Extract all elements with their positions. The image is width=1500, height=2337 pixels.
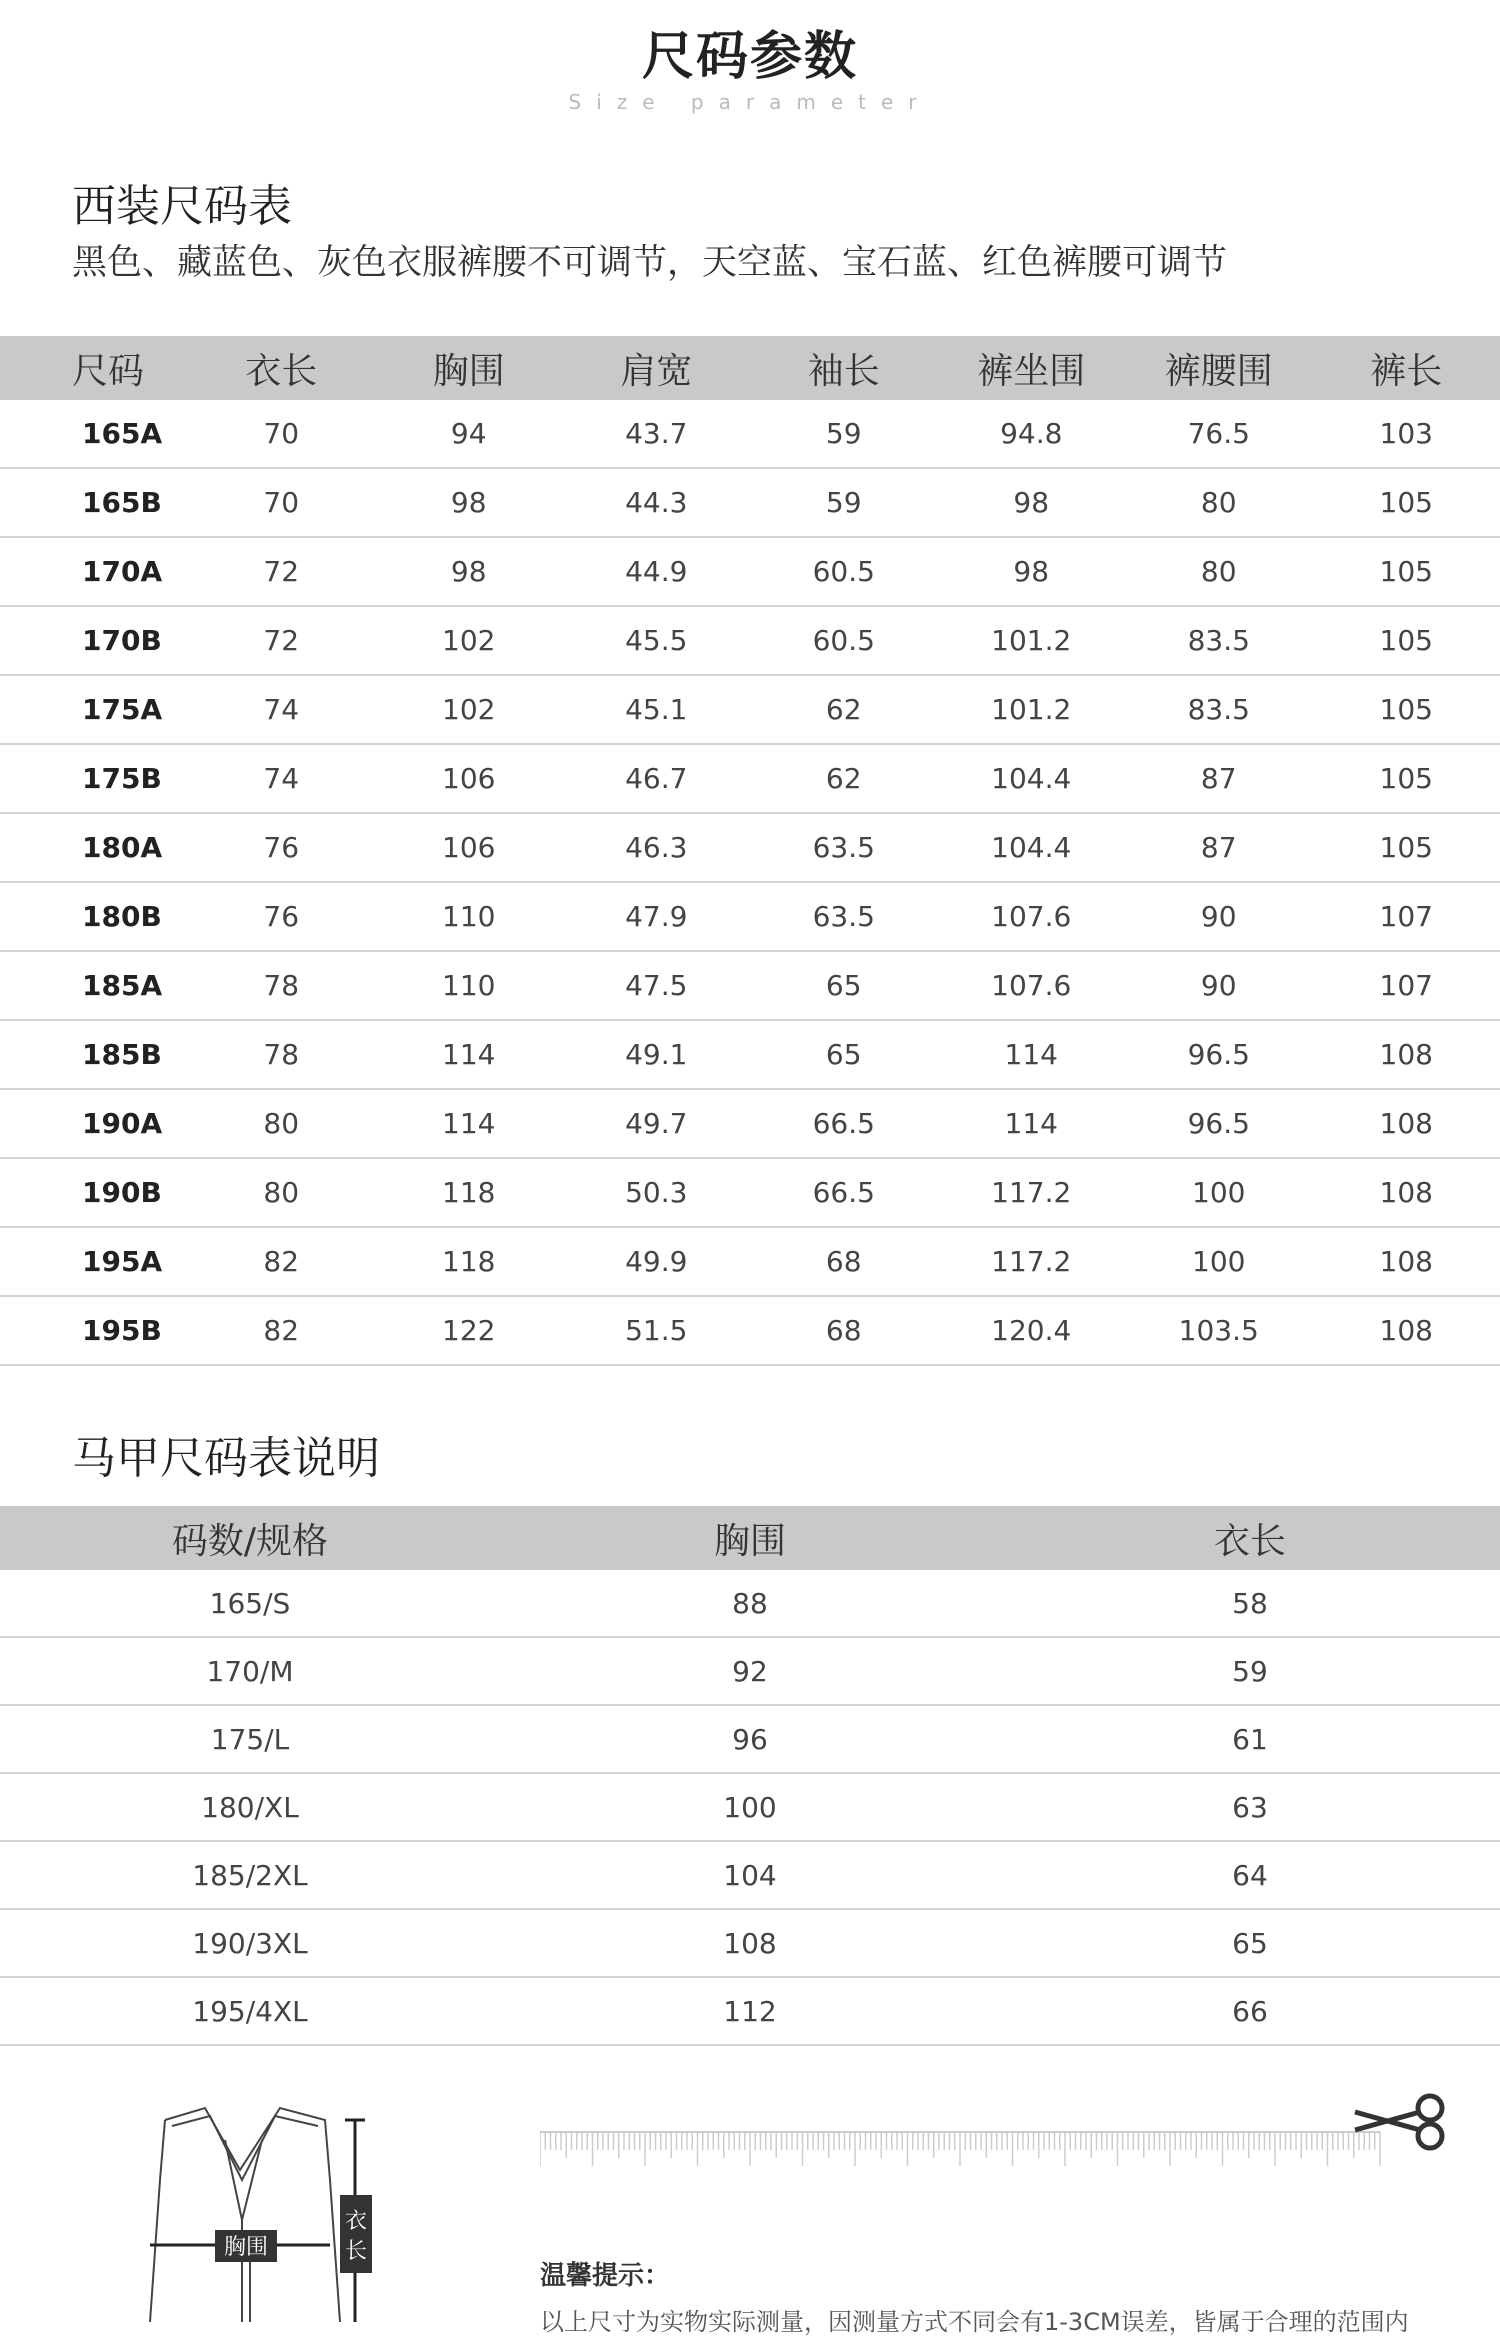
table-row — [0, 400, 1500, 468]
table-cell: 90 — [1125, 951, 1313, 1020]
table-cell: 68 — [750, 1296, 938, 1365]
table-cell: 49.9 — [563, 1227, 751, 1296]
table-cell: 108 — [1313, 1227, 1500, 1296]
table-cell: 170B — [0, 606, 188, 675]
table-cell: 190A — [0, 1089, 188, 1158]
length-label-char-1: 衣 — [345, 2209, 367, 2234]
table-cell: 92 — [500, 1637, 1000, 1705]
table-cell: 105 — [1313, 744, 1500, 813]
table-row — [0, 1227, 1500, 1296]
table-row — [0, 813, 1500, 882]
table-row — [0, 1841, 1500, 1909]
table-cell: 74 — [188, 744, 376, 813]
table-cell: 96 — [500, 1705, 1000, 1773]
table-cell: 105 — [1313, 537, 1500, 606]
table-cell: 72 — [188, 606, 376, 675]
table-cell: 66.5 — [750, 1158, 938, 1227]
table-cell: 185B — [0, 1020, 188, 1089]
table-row — [0, 468, 1500, 537]
table-cell: 114 — [375, 1020, 563, 1089]
table-cell: 195A — [0, 1227, 188, 1296]
column-header: 裤坐围 — [938, 336, 1126, 400]
table-cell: 105 — [1313, 468, 1500, 537]
table-cell: 102 — [375, 606, 563, 675]
table-cell: 104 — [500, 1841, 1000, 1909]
table-cell: 103.5 — [1125, 1296, 1313, 1365]
table-cell: 62 — [750, 744, 938, 813]
suit-table-body — [0, 400, 1500, 1365]
table-row — [0, 882, 1500, 951]
table-cell: 80 — [188, 1158, 376, 1227]
table-cell: 60.5 — [750, 606, 938, 675]
column-header: 袖长 — [750, 336, 938, 400]
table-cell: 107.6 — [938, 882, 1126, 951]
table-cell: 195B — [0, 1296, 188, 1365]
table-cell: 100 — [1125, 1158, 1313, 1227]
table-cell: 117.2 — [938, 1227, 1126, 1296]
table-cell: 78 — [188, 1020, 376, 1089]
table-cell: 175/L — [0, 1705, 500, 1773]
table-cell: 180/XL — [0, 1773, 500, 1841]
table-cell: 195/4XL — [0, 1977, 500, 2045]
table-cell: 65 — [750, 1020, 938, 1089]
ruler-icon — [540, 2112, 1390, 2172]
suit-adjustability-note: 黑色、藏蓝色、灰色衣服裤腰不可调节，天空蓝、宝石蓝、红色裤腰可调节 — [72, 235, 1227, 285]
table-cell: 104.4 — [938, 813, 1126, 882]
table-cell: 72 — [188, 537, 376, 606]
table-cell: 43.7 — [563, 400, 751, 468]
table-cell: 185A — [0, 951, 188, 1020]
column-header: 胸围 — [500, 1506, 1000, 1570]
table-row — [0, 1089, 1500, 1158]
table-cell: 105 — [1313, 813, 1500, 882]
table-cell: 180A — [0, 813, 188, 882]
vest-size-table — [0, 1506, 1500, 2046]
table-row — [0, 1296, 1500, 1365]
column-header: 衣长 — [1000, 1506, 1500, 1570]
column-header: 裤腰围 — [1125, 336, 1313, 400]
table-cell: 114 — [938, 1020, 1126, 1089]
table-cell: 110 — [375, 951, 563, 1020]
table-cell: 170/M — [0, 1637, 500, 1705]
table-cell: 51.5 — [563, 1296, 751, 1365]
table-cell: 170A — [0, 537, 188, 606]
tips-text: 以上尺寸为实物实际测量，因测量方式不同会有1-3CM误差，皆属于合理的范围内 — [540, 2302, 1409, 2337]
table-cell: 70 — [188, 468, 376, 537]
table-cell: 80 — [1125, 468, 1313, 537]
table-cell: 88 — [500, 1570, 1000, 1637]
table-row — [0, 1020, 1500, 1089]
table-cell: 59 — [750, 468, 938, 537]
table-cell: 46.3 — [563, 813, 751, 882]
table-cell: 74 — [188, 675, 376, 744]
table-cell: 110 — [375, 882, 563, 951]
table-cell: 185/2XL — [0, 1841, 500, 1909]
suit-size-heading: 西装尺码表 — [72, 170, 292, 234]
table-cell: 65 — [750, 951, 938, 1020]
table-cell: 59 — [750, 400, 938, 468]
table-cell: 98 — [938, 468, 1126, 537]
table-cell: 175B — [0, 744, 188, 813]
table-cell: 105 — [1313, 606, 1500, 675]
table-cell: 94.8 — [938, 400, 1126, 468]
table-cell: 108 — [1313, 1296, 1500, 1365]
table-cell: 47.9 — [563, 882, 751, 951]
table-cell: 65 — [1000, 1909, 1500, 1977]
table-cell: 78 — [188, 951, 376, 1020]
table-cell: 58 — [1000, 1570, 1500, 1637]
suit-size-table — [0, 336, 1500, 1366]
table-row — [0, 1909, 1500, 1977]
table-cell: 108 — [1313, 1158, 1500, 1227]
table-cell: 96.5 — [1125, 1020, 1313, 1089]
table-cell: 118 — [375, 1227, 563, 1296]
table-cell: 175A — [0, 675, 188, 744]
table-cell: 98 — [375, 468, 563, 537]
table-row — [0, 1637, 1500, 1705]
table-row — [0, 1705, 1500, 1773]
table-cell: 120.4 — [938, 1296, 1126, 1365]
table-cell: 107.6 — [938, 951, 1126, 1020]
table-cell: 64 — [1000, 1841, 1500, 1909]
table-cell: 59 — [1000, 1637, 1500, 1705]
table-cell: 96.5 — [1125, 1089, 1313, 1158]
table-cell: 44.9 — [563, 537, 751, 606]
table-cell: 80 — [1125, 537, 1313, 606]
table-row — [0, 744, 1500, 813]
table-cell: 105 — [1313, 675, 1500, 744]
table-cell: 63.5 — [750, 813, 938, 882]
table-cell: 76 — [188, 813, 376, 882]
table-row — [0, 606, 1500, 675]
table-cell: 118 — [375, 1158, 563, 1227]
table-cell: 46.7 — [563, 744, 751, 813]
table-cell: 122 — [375, 1296, 563, 1365]
table-cell: 101.2 — [938, 675, 1126, 744]
table-row — [0, 1570, 1500, 1637]
scissors-icon[interactable] — [1350, 2090, 1450, 2160]
table-row — [0, 951, 1500, 1020]
table-cell: 62 — [750, 675, 938, 744]
table-cell: 98 — [938, 537, 1126, 606]
table-cell: 66 — [1000, 1977, 1500, 2045]
table-cell: 76.5 — [1125, 400, 1313, 468]
table-cell: 106 — [375, 813, 563, 882]
table-cell: 60.5 — [750, 537, 938, 606]
table-cell: 49.7 — [563, 1089, 751, 1158]
table-cell: 50.3 — [563, 1158, 751, 1227]
table-cell: 100 — [1125, 1227, 1313, 1296]
vest-table-header — [0, 1506, 1500, 1570]
table-cell: 47.5 — [563, 951, 751, 1020]
table-row — [0, 1977, 1500, 2045]
vest-table-body — [0, 1570, 1500, 2045]
table-cell: 87 — [1125, 744, 1313, 813]
table-cell: 165B — [0, 468, 188, 537]
table-cell: 117.2 — [938, 1158, 1126, 1227]
table-cell: 70 — [188, 400, 376, 468]
table-cell: 190/3XL — [0, 1909, 500, 1977]
column-header: 肩宽 — [563, 336, 751, 400]
table-cell: 180B — [0, 882, 188, 951]
table-cell: 82 — [188, 1227, 376, 1296]
table-cell: 76 — [188, 882, 376, 951]
table-cell: 100 — [500, 1773, 1000, 1841]
table-cell: 165/S — [0, 1570, 500, 1637]
table-cell: 104.4 — [938, 744, 1126, 813]
table-cell: 114 — [938, 1089, 1126, 1158]
table-cell: 44.3 — [563, 468, 751, 537]
table-cell: 90 — [1125, 882, 1313, 951]
table-cell: 82 — [188, 1296, 376, 1365]
table-cell: 112 — [500, 1977, 1000, 2045]
table-cell: 63.5 — [750, 882, 938, 951]
table-cell: 114 — [375, 1089, 563, 1158]
table-cell: 98 — [375, 537, 563, 606]
table-cell: 45.1 — [563, 675, 751, 744]
table-cell: 63 — [1000, 1773, 1500, 1841]
column-header: 裤长 — [1313, 336, 1500, 400]
table-cell: 107 — [1313, 882, 1500, 951]
table-cell: 106 — [375, 744, 563, 813]
table-cell: 61 — [1000, 1705, 1500, 1773]
column-header: 尺码 — [0, 336, 188, 400]
table-cell: 101.2 — [938, 606, 1126, 675]
table-cell: 80 — [188, 1089, 376, 1158]
table-cell: 94 — [375, 400, 563, 468]
table-cell: 68 — [750, 1227, 938, 1296]
table-cell: 49.1 — [563, 1020, 751, 1089]
table-cell: 108 — [500, 1909, 1000, 1977]
table-cell: 165A — [0, 400, 188, 468]
vest-measurement-illustration — [130, 2100, 400, 2322]
table-row — [0, 1773, 1500, 1841]
table-cell: 83.5 — [1125, 606, 1313, 675]
column-header: 码数/规格 — [0, 1506, 500, 1570]
table-cell: 66.5 — [750, 1089, 938, 1158]
page-title: 尺码参数 — [0, 14, 1500, 89]
table-cell: 108 — [1313, 1089, 1500, 1158]
table-row — [0, 1158, 1500, 1227]
chest-label: 胸围 — [224, 2235, 268, 2260]
table-row — [0, 675, 1500, 744]
length-label-char-2: 长 — [345, 2239, 367, 2264]
table-row — [0, 537, 1500, 606]
table-cell: 102 — [375, 675, 563, 744]
suit-table-header — [0, 336, 1500, 400]
table-cell: 108 — [1313, 1020, 1500, 1089]
table-cell: 87 — [1125, 813, 1313, 882]
column-header: 胸围 — [375, 336, 563, 400]
table-cell: 190B — [0, 1158, 188, 1227]
table-cell: 83.5 — [1125, 675, 1313, 744]
table-cell: 103 — [1313, 400, 1500, 468]
page-subtitle: Size parameter — [0, 90, 1500, 114]
column-header: 衣长 — [188, 336, 376, 400]
tips-title: 温馨提示： — [540, 2255, 670, 2292]
table-cell: 107 — [1313, 951, 1500, 1020]
vest-size-heading: 马甲尺码表说明 — [72, 1422, 380, 1486]
table-cell: 45.5 — [563, 606, 751, 675]
